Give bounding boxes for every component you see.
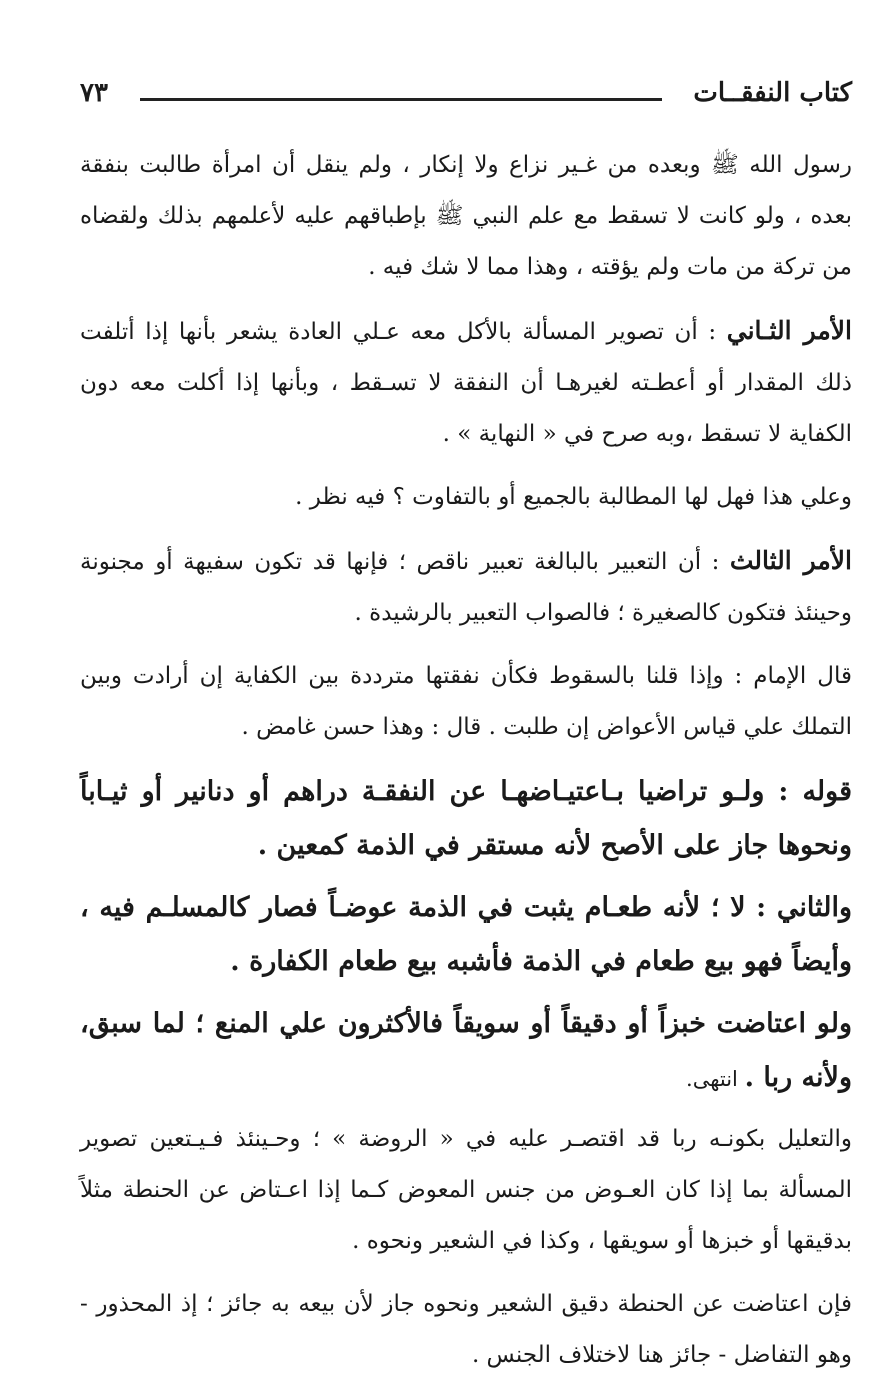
page-number: ٧٣ <box>80 78 108 108</box>
paragraph <box>80 140 852 293</box>
paragraph <box>80 1279 852 1381</box>
running-title: كتاب النفقــات <box>693 78 852 108</box>
paragraph-text: والثاني : لا ؛ لأنه طعـام يثبت في الذمة عوضـاً فصار كالمسلـم فيه ، وأيضاً فهو بيع طعام في الذمة فأشبه بيع طعام الكفارة . <box>80 892 852 977</box>
paragraph-text: وعلي هذا فهل لها المطالبة بالجميع أو بالتفاوت ؟ فيه نظر . <box>295 484 852 510</box>
paragraph-text: : أن التعبير بالبالغة تعبير ناقص ؛ فإنها قد تكون سفيهة أو مجنونة وحينئذ فتكون كالصغيرة ؛ فالصواب التعبير بالرشيدة . <box>80 549 852 626</box>
quoted-text-paragraph <box>80 881 852 989</box>
paragraph <box>80 1114 852 1267</box>
paragraph-heading: الأمر الثالث <box>729 546 852 575</box>
paragraph-tail: انتهى. <box>686 1067 745 1091</box>
quoted-text-paragraph <box>80 997 852 1106</box>
page-header <box>80 78 852 118</box>
paragraph-text: قوله : ولـو تراضيا بـاعتيـاضهـا عن النفقـة دراهم أو دنانير أو ثيـاباً ونحوها جاز على الأصح لأنه مستقر في الذمة كمعين . <box>80 776 852 861</box>
paragraph-heading: الأمر الثـاني <box>726 316 852 345</box>
header-rule <box>140 98 662 101</box>
paragraph-text: قال الإمام : وإذا قلنا بالسقوط فكأن نفقتها مترددة بين الكفاية إن أرادت وبين التملك علي قياس الأعواض إن طلبت . قال : وهذا حسن غامض . <box>80 663 852 740</box>
paragraph-text: ولو اعتاضت خبزاً أو دقيقاً أو سويقاً فالأكثرون علي المنع ؛ لما سبق، ولأنه ربا . <box>80 1008 852 1093</box>
paragraph-text: : أن تصوير المسألة بالأكل معه عـلي العادة يشعر بأنها إذا أتلفت ذلك المقدار أو أعطـته لغيرهـا أن النفقة لا تسـقط ، وبأنها إذا أكلت معه دون الكفاية لا تسقط ،وبه صرح في « النهاية » . <box>80 319 852 447</box>
paragraph-text: رسول الله ﷺ وبعده من غـير نزاع ولا إنكار ، ولم ينقل أن امرأة طالبت بنفقة بعده ، ولو كانت لا تسقط مع علم النبي ﷺ بإطباقهم عليه لأعلمهم بذلك ولقضاه من تركة من مات ولم يؤقته ، وهذا مما لا شك فيه . <box>80 152 852 280</box>
paragraph <box>80 472 852 523</box>
paragraph <box>80 535 852 639</box>
paragraph <box>80 305 852 460</box>
paragraph <box>80 651 852 753</box>
paragraph-text: والتعليل بكونـه ربا قد اقتصـر عليه في « الروضة » ؛ وحـينئذ فـيـتعين تصوير المسألة بما إذا كان العـوض من جنس المعوض كـما إذا اعـتاض عن الحنطة مثلاً بدقيقها أو خبزها أو سويقها ، وكذا في الشعير ونحوه . <box>80 1126 852 1254</box>
page-body <box>80 140 852 1393</box>
quoted-text-paragraph <box>80 765 852 873</box>
paragraph-text: فإن اعتاضت عن الحنطة دقيق الشعير ونحوه جاز لأن بيعه به جائز ؛ إذ المحذور - وهو التفاضل - جائز هنا لاختلاف الجنس . <box>80 1291 852 1368</box>
